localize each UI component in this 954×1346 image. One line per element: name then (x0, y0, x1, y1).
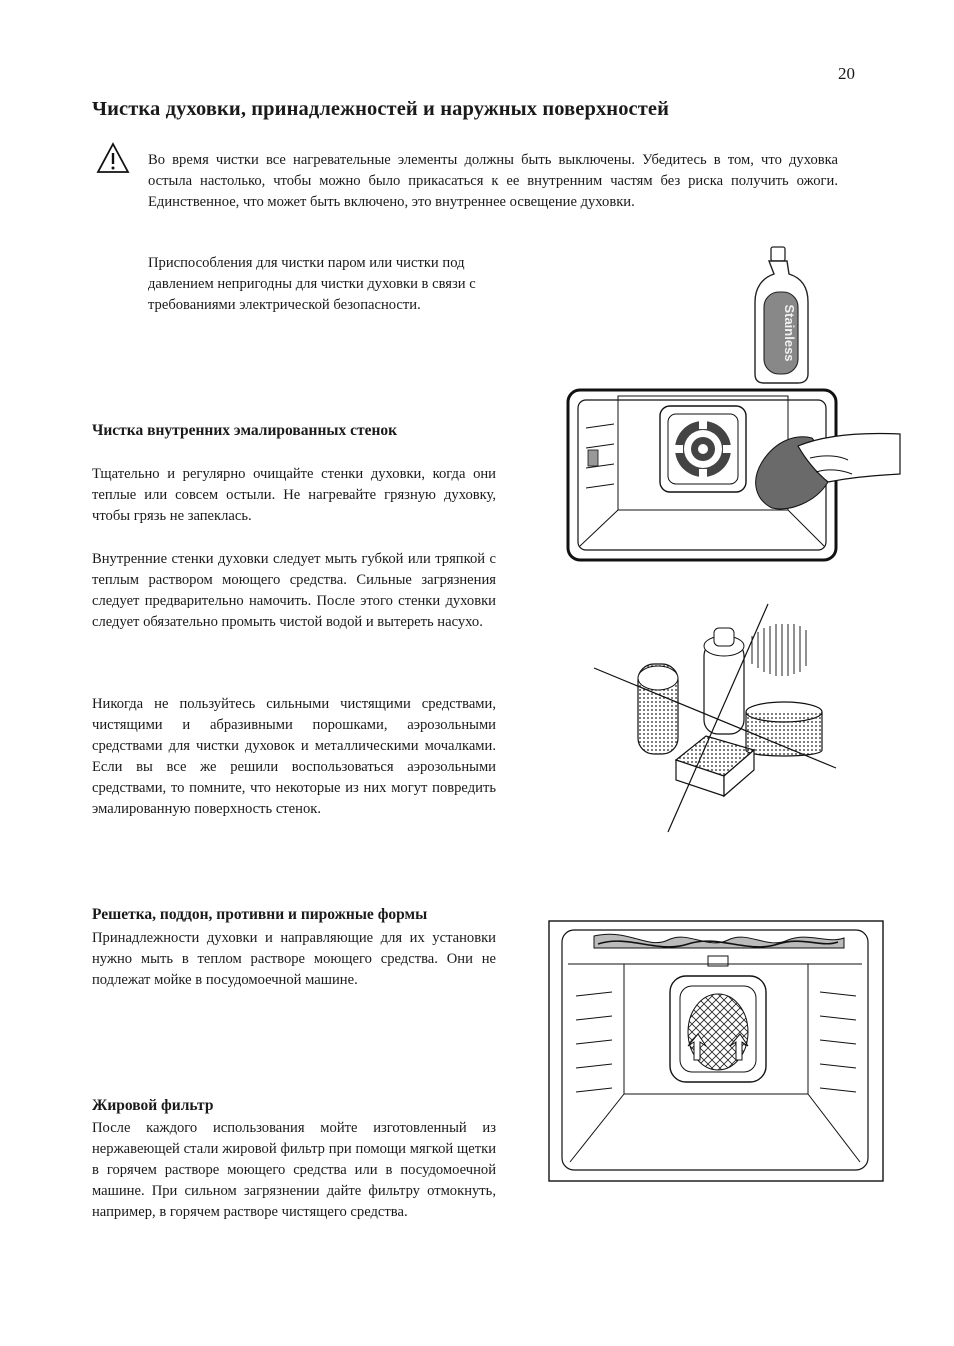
steam-cleaning-note: Приспособления для чистки паром или чистки под давлением непригодны для чистки духовки в связи с требованиями электрической безопасности. (148, 255, 476, 313)
cleaner-bottle-illustration (752, 244, 812, 386)
warning-icon (96, 142, 130, 174)
oven-interior-filter-illustration (548, 920, 884, 1182)
bottle-label: Stainless (782, 304, 797, 362)
section-heading-filter: Жировой фильтр (92, 1097, 214, 1114)
oven-wiping-illustration (566, 388, 906, 564)
enamel-paragraph-3: Никогда не пользуйтесь сильными чистящими средствами, чистящими и абразивными порошками, аэрозольными средствами для чистки духовок и металлическими мочалками. Если вы все же решили воспользоваться аэрозольными средствами, то помните, что некоторые из них могут повредить эмалированную поверхность стенок. (92, 696, 496, 817)
warning-text: Во время чистки все нагревательные элементы должны быть выключены. Убедитесь в том, что духовка остыла настолько, чтобы можно было прикасаться к ее внутренним частям без риска получить ожоги. Единственное, что может быть включено, это внутреннее освещение духовки. (148, 152, 838, 210)
page-title: Чистка духовки, принадлежностей и наружных поверхностей (92, 98, 670, 120)
enamel-paragraph-2: Внутренние стенки духовки следует мыть губкой или тряпкой с теплым раствором моющего средства. Сильные загрязнения следует предварительно намочить. После этого стенки духовки следует обязательно промыть чистой водой и вытереть насухо. (92, 551, 496, 630)
prohibited-cleaners-illustration (590, 600, 838, 836)
section-heading-racks: Решетка, поддон, противни и пирожные формы (92, 906, 428, 923)
racks-paragraph: Принадлежности духовки и направляющие для их установки нужно мыть в теплом растворе моющего средства. Они не подлежат мойке в посудомоечной машине. (92, 930, 496, 988)
enamel-paragraph-1: Тщательно и регулярно очищайте стенки духовки, когда они теплые или совсем остыли. Не нагревайте грязную духовку, чтобы грязь не запеклась. (92, 466, 496, 524)
page-number: 20 (838, 64, 855, 83)
section-heading-enamel: Чистка внутренних эмалированных стенок (92, 422, 398, 439)
filter-paragraph: После каждого использования мойте изготовленный из нержавеющей стали жировой фильтр при помощи мягкой щетки в горячем растворе моющего средства или в посудомоечной машине. При сильном загрязнении дайте фильтру отмокнуть, например, в горячем растворе чистящего средства. (92, 1120, 496, 1220)
